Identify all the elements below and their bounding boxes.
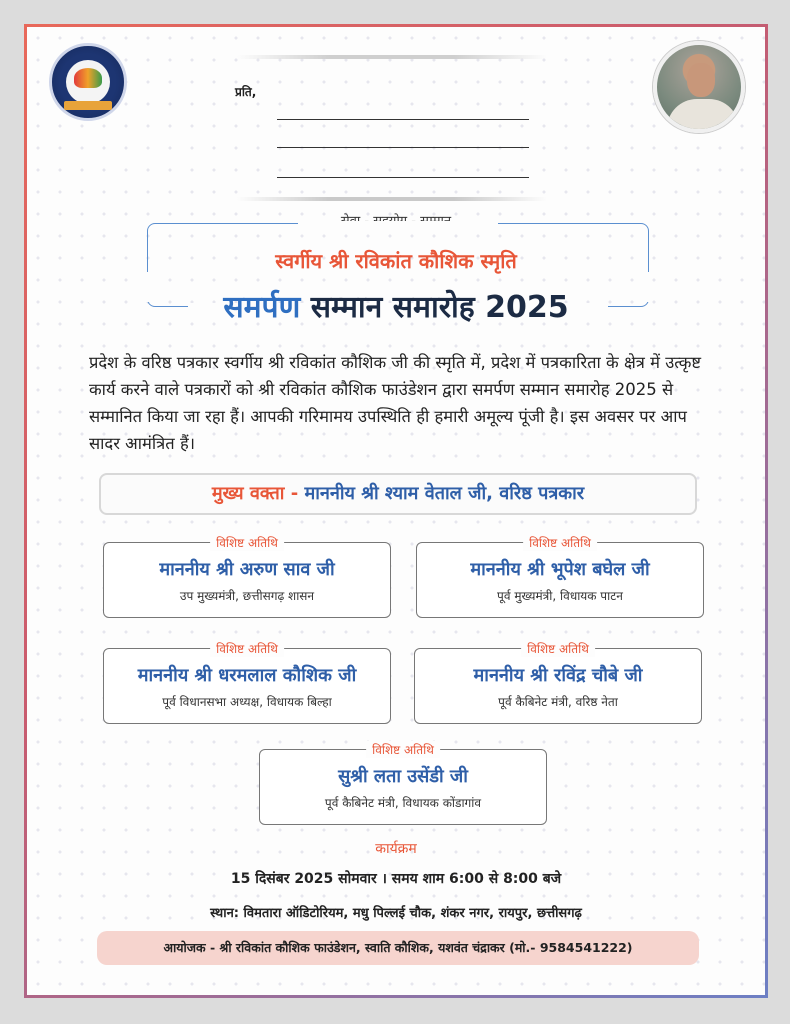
guest-role: पूर्व विधानसभा अध्यक्ष, विधायक बिल्हा (162, 695, 332, 709)
guest-name: माननीय श्री अरुण साव जी (159, 559, 335, 580)
guest-card (259, 743, 547, 825)
event-title-highlight: समर्पण (223, 290, 301, 325)
program-venue: स्थान: विमतारा ऑडिटोरियम, मधु पिल्लई चौक, शंकर नगर, रायपुर, छत्तीसगढ़ (210, 906, 582, 921)
guest-card (103, 536, 391, 618)
recipient-line-2 (277, 147, 529, 148)
guest-role: पूर्व कैबिनेट मंत्री, विधायक कोंडागांव (324, 796, 482, 810)
event-title (27, 285, 765, 326)
logo-ribbon (64, 101, 112, 110)
chief-speaker-box (99, 473, 697, 515)
guest-role: पूर्व मुख्यमंत्री, विधायक पाटन (497, 589, 623, 603)
top-divider (237, 55, 547, 59)
guest-role: उप मुख्यमंत्री, छत्तीसगढ़ शासन (179, 589, 315, 603)
guest-name: माननीय श्री धरमलाल कौशिक जी (137, 665, 357, 686)
organizer-banner: आयोजक - श्री रविकांत कौशिक फाउंडेशन, स्वाति कौशिक, यशवंत चंद्राकर (मो.- 9584541222) (97, 931, 699, 965)
portrait-face (687, 63, 715, 97)
program-datetime: 15 दिसंबर 2025 सोमवार । समय शाम 6:00 से 8:00 बजे (230, 871, 562, 887)
portrait-shirt (667, 99, 739, 133)
guest-card (103, 642, 391, 724)
guest-role: पूर्व कैबिनेट मंत्री, वरिष्ठ नेता (498, 695, 618, 709)
program-heading: कार्यक्रम (375, 841, 417, 857)
guest-tag: विशिष्ट अतिथि (366, 741, 440, 758)
foundation-logo (49, 43, 127, 121)
chief-speaker-separator: - (284, 483, 305, 504)
invitation-paragraph: प्रदेश के वरिष्ठ पत्रकार स्वर्गीय श्री रविकांत कौशिक जी की स्मृति में, प्रदेश में पत्रकारिता के क्षेत्र में उत्कृष्ट कार्य करने वाले पत्रकारों को श्री रविकांत कौशिक फाउंडेशन द्वारा समर्पण सम्मान समारोह 2025 से सम्मानित किया जा रहा हैं। आपकी गरिमामय उपस्थिति ही हमारी अमूल्य पूंजी है। इस अवसर पर आप सादर आमंत्रित हैं। (89, 353, 702, 453)
event-title-rest: सम्मान समारोह 2025 (300, 290, 569, 325)
guest-tag: विशिष्ट अतिथि (210, 534, 284, 551)
portrait-photo (653, 41, 745, 133)
guest-name: माननीय श्री भूपेश बघेल जी (470, 559, 650, 580)
logo-hands-icon (74, 68, 102, 88)
recipient-line-3 (277, 177, 529, 178)
chief-speaker-label: मुख्य वक्ता (211, 483, 285, 504)
invitation-card (24, 24, 768, 998)
guest-card (414, 642, 702, 724)
guest-name: माननीय श्री रविंद्र चौबे जी (473, 665, 643, 686)
recipient-line-1 (277, 119, 529, 120)
guest-tag: विशिष्ट अतिथि (521, 640, 595, 657)
guest-name: सुश्री लता उसेंडी जी (338, 766, 468, 787)
guest-tag: विशिष्ट अतिथि (210, 640, 284, 657)
event-subtitle: स्वर्गीय श्री रविकांत कौशिक स्मृति (275, 249, 517, 273)
recipient-label: प्रति, (235, 85, 257, 99)
header-divider (237, 197, 547, 201)
guest-tag: विशिष्ट अतिथि (523, 534, 597, 551)
chief-speaker-name: माननीय श्री श्याम वेताल जी, वरिष्ठ पत्रकार (304, 483, 585, 504)
guest-card (416, 536, 704, 618)
